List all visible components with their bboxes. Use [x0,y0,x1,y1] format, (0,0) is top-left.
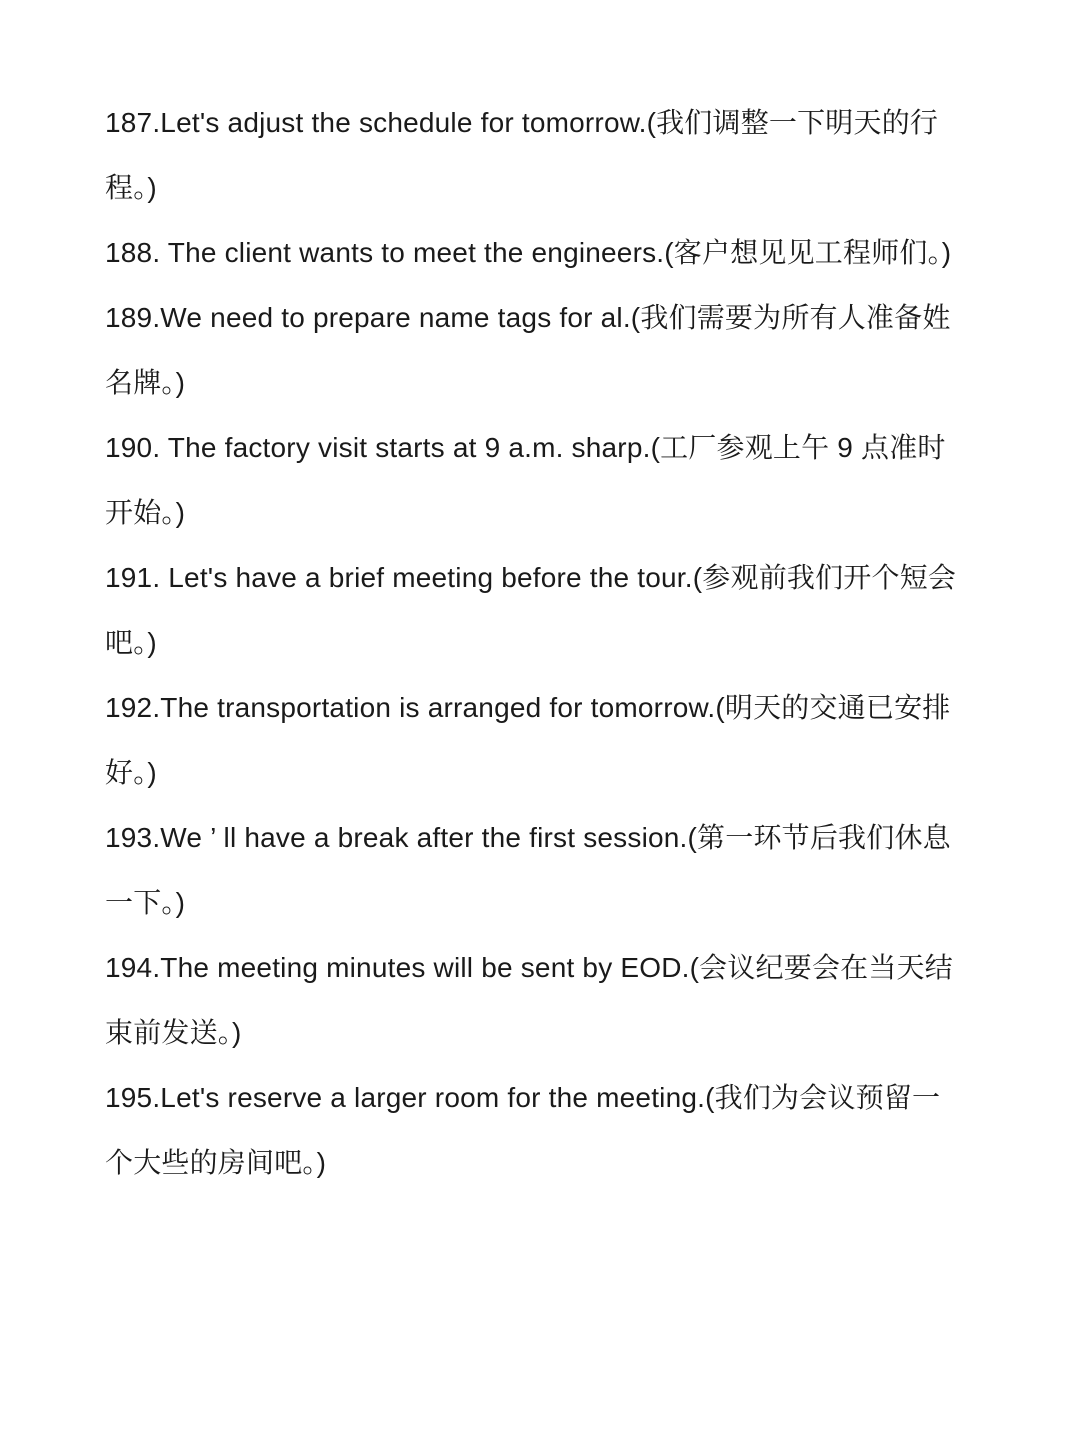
phrase-item-192: 192.The transportation is arranged for tomorrow.(明天的交通已安排好。) [105,692,951,788]
phrase-item-188: 188. The client wants to meet the engineers.(客户想见见工程师们。) [105,237,952,268]
phrase-item-190: 190. The factory visit starts at 9 a.m. sharp.(工厂参观上午 9 点准时开始。) [105,432,946,528]
phrase-item-194: 194.The meeting minutes will be sent by EOD.(会议纪要会在当天结束前发送。) [105,952,953,1048]
phrase-item-187: 187.Let's adjust the schedule for tomorrow.(我们调整一下明天的行程。) [105,107,939,203]
phrase-item-193: 193.We ’ ll have a break after the first session.(第一环节后我们休息一下。) [105,822,951,918]
phrase-item-189: 189.We need to prepare name tags for al.(我们需要为所有人准备姓名牌。) [105,302,951,398]
phrase-item-195: 195.Let's reserve a larger room for the meeting.(我们为会议预留一个大些的房间吧。) [105,1082,941,1178]
phrase-item-191: 191. Let's have a brief meeting before the tour.(参观前我们开个短会吧。) [105,562,957,658]
